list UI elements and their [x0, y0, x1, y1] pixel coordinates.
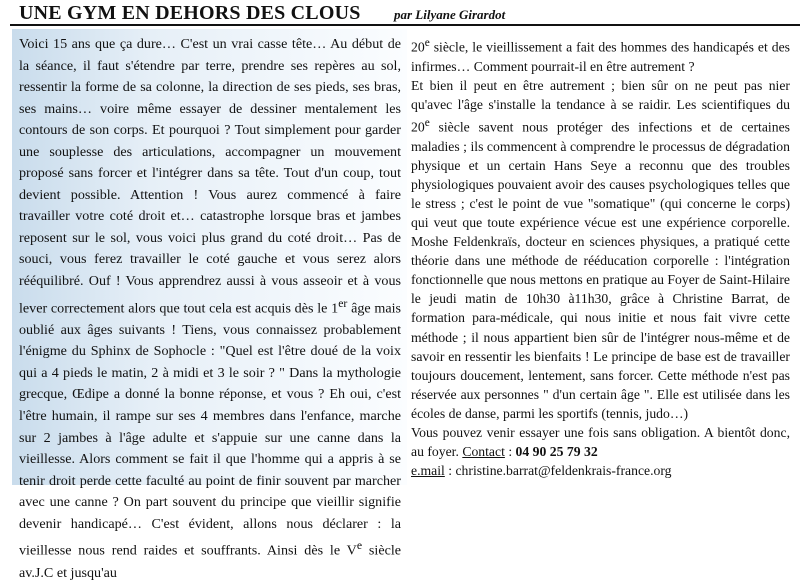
- right-text: siècle savent nous protéger des infections et de certaines maladies ; ils commencent à comprendre le processus de dégradation physique et un certain Hans Seye a reconnu que des troubles physiologiques pouvaient avoir des causes psychologiques telles que le stress ; c'est le point de vue "somatique" (qui concerne le corps) qui veut que toute expérience vécue est une expérience corporelle. Moshe Feldenkraïs, docteur en sciences physiques, a pratiqué cette théorie dans une méthode de rééducation corporelle : l'intégration fonctionnelle que nous mettons en pratique au Foyer de Saint-Hilaire le jeudi matin de 10h30 à11h30, grâce à Christine Barrat, de formation para-médicale, qui nous initie et nous fait vivre cette méthode ; il nous appartient bien sûr de l'intégrer nous-même et de savoir en ressentir les bienfaits ! Le principe de base est de travailler toujours doucement, lentement, sans forcer. Cette méthode n'est pas réservée aux personnes " d'un certain âge ". Elle est utilisée dans les écoles de danse, parmi les sportifs (tennis, judo…): [411, 119, 790, 421]
- email-separator: :: [444, 463, 456, 479]
- email-line: [411, 461, 790, 480]
- superscript: e: [424, 116, 430, 129]
- contact-separator: :: [504, 444, 516, 460]
- right-column: [410, 30, 792, 485]
- article-title: UNE GYM EN DEHORS DES CLOUS: [19, 2, 361, 24]
- right-paragraph-1: [411, 34, 790, 76]
- left-text-3: siècle av.J.C et jusqu'au: [19, 542, 402, 581]
- superscript: er: [338, 296, 348, 310]
- right-paragraph-3: [411, 423, 790, 461]
- left-column: [12, 29, 407, 581]
- right-text: siècle, le vieillissement a fait des hommes des handicapés et des infirmes… Comment pourrait-il en être autrement ?: [411, 39, 790, 74]
- left-text-1: Voici 15 ans que ça dure… C'est un vrai casse tête… Au début de la séance, il faut s'étendre par terre, prendre ses repères au sol, ressentir la forme de sa colonne, la direction de ses pieds, ses bras, ses mains… voire même essayer de dessiner mentalement les contours de son corps. Et pourquoi ? Tout simplement pour garder une souplesse des articulations, accompagner un mouvement proposé sans forcer et l'intégrer dans sa tête. Tout d'un coup, tout devient possible. Attention ! Vous aurez commencé à faire travailler votre coté droit et… catastrophe lorsque bras et jambes reposent sur le sol, vous voici plus grand du coté droit… Pas de souci, vous ferez travailler le coté gauche et vous serez alors rééquilibré. Ouf ! Vous apprendrez aussi à vous asseoir et à vous lever correctement alors que tout cela est acquis dès le 1: [19, 36, 401, 317]
- article-header: [10, 0, 792, 27]
- right-text: 20: [411, 39, 425, 55]
- superscript: e: [356, 539, 363, 553]
- left-paragraph: [19, 34, 401, 584]
- phone-number[interactable]: 04 90 25 79 32: [515, 444, 598, 460]
- right-paragraph-2: [411, 76, 790, 423]
- left-text-2: âge mais oublié aux âges suivants ! Tiens, vous connaissez probablement l'énigme du Sphinx de Sophocle : "Quel est l'être doué de la voix qui a 4 pieds le matin, 2 à midi et 3 le soir ? " Dans la mythologie grecque, Œdipe a donné la bonne réponse, et vous ? Eh oui, c'est l'être humain, il rampe sur ses 4 membres dans l'enfance, marche sur 2 jambes à l'âge adulte et s'appuie sur une canne dans la vieillesse. Alors comment se fait il que l'homme qui a appris à se tenir droit perde cette faculté au point de finir souvent par marcher avec une canne ? On part souvent du principe que vieillir signifie devenir handicapé… C'est évident, allons nous déclarer : la vieillesse nous rend raides et souffrants. Ainsi dès le V: [19, 300, 401, 559]
- contact-label: Contact: [462, 444, 505, 460]
- email-label: e.mail: [411, 463, 445, 479]
- superscript: e: [424, 37, 430, 49]
- article-author: par Lilyane Girardot: [394, 7, 506, 22]
- email-address[interactable]: christine.barrat@feldenkrais-france.org: [455, 463, 672, 479]
- invitation-text: Vous pouvez venir essayer une fois sans obligation. A bientôt donc, au foyer.: [411, 425, 790, 460]
- header-rule: [10, 24, 800, 26]
- right-text: Et bien il peut en être autrement ; bien sûr on ne peut pas nier qu'avec l'âge s'installe la tendance à se raidir. Les scientifiques du 20: [411, 77, 790, 135]
